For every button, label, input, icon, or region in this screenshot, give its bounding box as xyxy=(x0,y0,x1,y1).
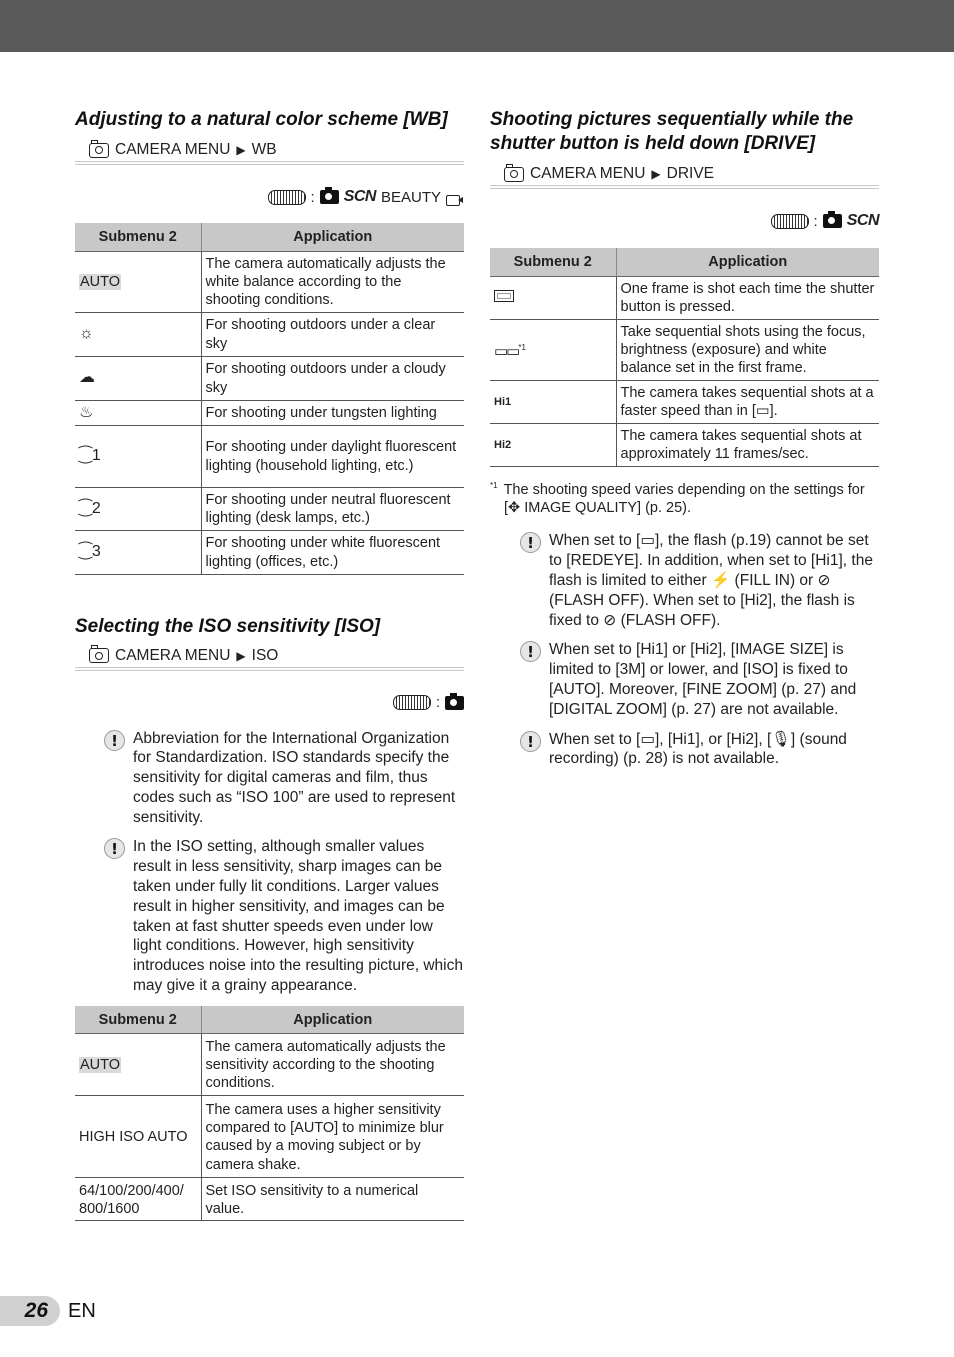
camera-menu-icon xyxy=(89,143,109,158)
iso-available-modes: : xyxy=(75,691,464,715)
table-row xyxy=(75,251,464,312)
row-application: For shooting outdoors under a clear sky xyxy=(201,312,464,356)
menu-item: ISO xyxy=(251,646,279,664)
row-application: One frame is shot each time the shutter button is pressed. xyxy=(616,276,879,319)
fluorescent-2-icon: ⁐2 xyxy=(79,499,101,517)
iso-section-title: Selecting the ISO sensitivity [ISO] xyxy=(75,615,381,637)
menu-label: CAMERA MENU xyxy=(115,141,231,158)
wb-available-modes: : SCN BEAUTY xyxy=(75,185,464,209)
fluorescent-3-icon: ⁐3 xyxy=(79,543,101,561)
drive-table xyxy=(490,248,879,467)
iso-table xyxy=(75,1006,464,1222)
mode-dial-icon xyxy=(268,190,306,205)
table-row xyxy=(75,425,464,487)
iso-auto-label: AUTO xyxy=(80,1057,121,1074)
high-speed-2-icon: Hi2 xyxy=(494,439,512,452)
row-submenu: 64/100/200/400/ 800/1600 xyxy=(75,1178,201,1221)
note-text: Abbreviation for the International Organization for Standardization. ISO standards specify the sensitivity for digital cameras and film, thus codes such as “ISO 100” are used to represent sensitivity. xyxy=(133,729,456,826)
note-item xyxy=(520,640,879,719)
arrow-right-icon: ▶ xyxy=(651,167,661,181)
tungsten-icon: ♨ xyxy=(79,403,94,421)
right-column xyxy=(490,108,879,779)
caution-icon: ! xyxy=(520,641,541,662)
footnote-text: The shooting speed varies depending on the settings for [✥ IMAGE QUALITY] (p. 25). xyxy=(503,481,865,516)
row-application: For shooting under white fluorescent lighting (offices, etc.) xyxy=(201,530,464,574)
program-mode-icon xyxy=(445,696,464,710)
note-item xyxy=(104,729,464,828)
caution-icon: ! xyxy=(104,730,125,751)
drive-section-title: Shooting pictures sequentially while the shutter button is held down [DRIVE] xyxy=(490,109,854,154)
column-header-submenu: Submenu 2 xyxy=(75,1006,201,1034)
row-application: For shooting under daylight fluorescent lighting (household lighting, etc.) xyxy=(201,425,464,487)
program-mode-icon xyxy=(823,214,842,228)
note-item xyxy=(104,837,464,995)
table-row xyxy=(75,1096,464,1178)
caution-icon: ! xyxy=(520,532,541,553)
high-speed-1-icon: Hi1 xyxy=(494,396,512,409)
table-row xyxy=(75,1034,464,1096)
camera-menu-icon xyxy=(504,167,524,182)
column-header-application: Application xyxy=(201,223,464,251)
row-application: The camera takes sequential shots at approximately 11 frames/sec. xyxy=(616,423,879,466)
camera-menu-icon xyxy=(89,648,109,663)
wb-table xyxy=(75,223,464,575)
footnote xyxy=(490,477,879,518)
table-row xyxy=(75,400,464,425)
top-header-bar xyxy=(0,0,954,52)
table-row xyxy=(75,356,464,400)
row-application: For shooting outdoors under a cloudy sky xyxy=(201,356,464,400)
note-text: When set to [▭], [Hi1], or [Hi2], [🎙] (sound recording) (p. 28) is not available. xyxy=(549,730,847,768)
mode-dial-icon xyxy=(393,695,431,710)
arrow-right-icon: ▶ xyxy=(236,648,246,663)
beauty-mode-label: BEAUTY xyxy=(380,188,441,206)
column-header-application: Application xyxy=(201,1006,464,1034)
row-application: For shooting under tungsten lighting xyxy=(201,400,464,425)
note-text: When set to [Hi1] or [Hi2], [IMAGE SIZE] is limited to [3M] or lower, and [ISO] is fixed to [AUTO]. Moreover, [FINE ZOOM] (p. 27) and [DIGITAL ZOOM] (p. 27) are not available. xyxy=(549,641,857,718)
table-row xyxy=(490,380,879,423)
left-column xyxy=(75,108,464,1221)
column-header-submenu: Submenu 2 xyxy=(75,223,201,251)
table-row xyxy=(490,423,879,466)
table-row xyxy=(75,1178,464,1221)
drive-available-modes: : SCN xyxy=(490,209,879,233)
note-text: In the ISO setting, although smaller values result in less sensitivity, sharp images can be taken under fully lit conditions. Larger values result in higher sensitivity, and images can be taken at fast shutter speeds even under low light conditions. However, high sensitivity introduces noise into the resulting picture, which may give it a grainy appearance. xyxy=(133,838,463,995)
iso-notes xyxy=(75,729,464,996)
menu-label: CAMERA MENU xyxy=(530,165,646,182)
page-number: 26 xyxy=(0,1296,60,1326)
table-row xyxy=(490,276,879,319)
wb-auto-label: AUTO xyxy=(80,273,121,290)
table-header-row xyxy=(490,248,879,276)
fluorescent-1-icon: ⁐1 xyxy=(79,447,101,465)
wb-menu-path xyxy=(75,137,464,165)
table-row xyxy=(75,487,464,530)
caution-icon: ! xyxy=(104,838,125,859)
table-row xyxy=(75,312,464,356)
arrow-right-icon: ▶ xyxy=(236,143,246,157)
footnote-ref: *1 xyxy=(518,342,526,352)
scn-mode-icon: SCN xyxy=(343,188,376,205)
drive-notes xyxy=(490,531,879,769)
table-header-row xyxy=(75,223,464,251)
column-header-submenu: Submenu 2 xyxy=(490,248,616,276)
table-row xyxy=(75,530,464,574)
note-item xyxy=(520,531,879,630)
menu-label: CAMERA MENU xyxy=(115,646,231,664)
language-label: EN xyxy=(68,1299,96,1322)
caution-icon: ! xyxy=(520,731,541,752)
table-row xyxy=(490,319,879,380)
note-item xyxy=(520,730,879,770)
row-application: For shooting under neutral fluorescent lighting (desk lamps, etc.) xyxy=(201,487,464,530)
sunny-icon: ☼ xyxy=(79,325,94,343)
drive-menu-path xyxy=(490,161,879,189)
cloudy-icon: ☁ xyxy=(79,369,95,387)
row-application: Take sequential shots using the focus, brightness (exposure) and white balance set in the first frame. xyxy=(616,319,879,380)
sequential-icon: ▭▭ xyxy=(494,342,519,360)
table-header-row xyxy=(75,1006,464,1034)
scn-mode-icon: SCN xyxy=(846,212,879,229)
iso-menu-path xyxy=(75,643,464,671)
row-application: The camera takes sequential shots at a faster speed than in [▭]. xyxy=(616,380,879,423)
row-application: Set ISO sensitivity to a numerical value. xyxy=(201,1178,464,1221)
program-mode-icon xyxy=(320,190,339,204)
page-footer xyxy=(0,1296,96,1326)
menu-item: DRIVE xyxy=(666,165,715,182)
footnote-mark: *1 xyxy=(490,480,498,490)
mode-dial-icon xyxy=(771,214,809,229)
single-frame-icon xyxy=(494,290,514,302)
row-application: The camera automatically adjusts the sensitivity according to the shooting conditions. xyxy=(201,1034,464,1096)
movie-mode-icon xyxy=(446,190,464,205)
note-text: When set to [▭], the flash (p.19) cannot be set to [REDEYE]. In addition, when set to [Hi1], the flash is limited to either ⚡ (FILL IN) or ⊘ (FLASH OFF). When set to [Hi2], the flash is fixed to ⊘ (FLASH OFF). xyxy=(549,532,873,629)
row-application: The camera automatically adjusts the white balance according to the shooting conditions. xyxy=(201,251,464,312)
row-submenu: HIGH ISO AUTO xyxy=(75,1096,201,1178)
row-application: The camera uses a higher sensitivity compared to [AUTO] to minimize blur caused by a moving subject or by camera shake. xyxy=(201,1096,464,1178)
column-header-application: Application xyxy=(616,248,879,276)
wb-section-title: Adjusting to a natural color scheme [WB] xyxy=(75,109,448,130)
menu-item: WB xyxy=(251,141,277,158)
